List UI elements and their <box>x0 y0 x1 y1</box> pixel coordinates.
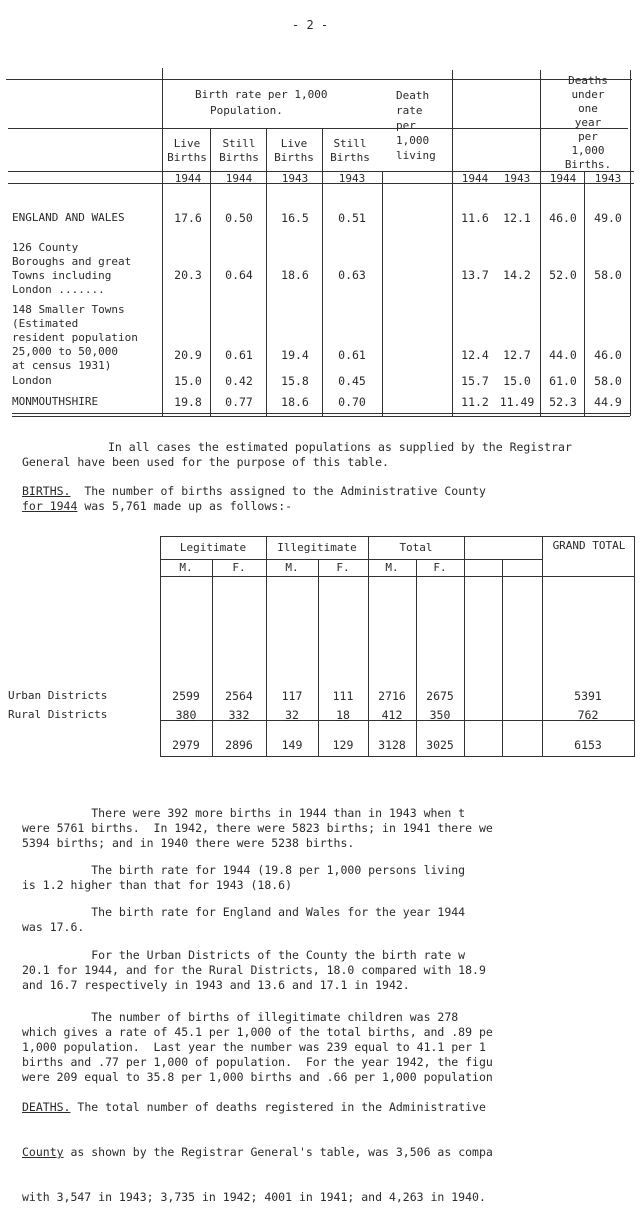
table-cell: 12.4 <box>461 348 489 362</box>
row-label-county-boroughs: 126 County Boroughs and great Towns including London ....... <box>12 241 132 296</box>
table-cell: 19.4 <box>281 348 309 362</box>
table-cell: 20.3 <box>174 268 202 282</box>
table-cell: 12.7 <box>503 348 531 362</box>
row-label-monmouthshire: MONMOUTHSHIRE <box>12 395 99 408</box>
paragraph-illegitimate: The number of births of illegitimate children was 278 which gives a rate of 45.1 per 1,000 of the total births, and .89 pe 1,000 population. Last year the number was 239 equal to 41.1 per 1 births and .77 per 1,000 of population. For the year 1942, the figu were 209 equal to 35.8 per 1,000 births and .66 per 1,000 population <box>22 1010 493 1084</box>
table-cell: 117 <box>281 689 303 703</box>
table-cell: 52.3 <box>549 395 577 409</box>
sub-still-births-1943: Still Births <box>330 137 370 164</box>
table-cell: 14.2 <box>503 268 531 282</box>
table-cell: 5391 <box>574 689 602 703</box>
header-death-rate: Death rate per 1,000 living <box>396 89 436 162</box>
table-note: In all cases the estimated populations as supplied by the Registrar General have been used for the purpose of this table. <box>22 440 572 469</box>
table-cell: 3025 <box>426 738 454 752</box>
col-m: M. <box>285 561 299 574</box>
table-cell: 0.42 <box>225 374 253 388</box>
group-total: Total <box>399 541 433 554</box>
table-cell: 2896 <box>225 738 253 752</box>
deaths-heading: DEATHS. <box>22 1100 71 1114</box>
col-m: M. <box>385 561 399 574</box>
paragraph-urban-rural: For the Urban Districts of the County the birth rate w 20.1 for 1944, and for the Rural Districts, 18.0 compared with 18.9 and 16.7 respectively in 1943 and 13.6 and 17.1 in 1942. <box>22 948 486 992</box>
table-cell: 111 <box>332 689 354 703</box>
header-population: Population. <box>210 104 283 117</box>
table-cell: 2716 <box>378 689 406 703</box>
col-m: M. <box>179 561 193 574</box>
row-label-england-wales: ENGLAND AND WALES <box>12 211 125 224</box>
table-cell: 350 <box>429 708 451 722</box>
table-cell: 0.61 <box>225 348 253 362</box>
table-cell: 13.7 <box>461 268 489 282</box>
table-cell: 44.0 <box>549 348 577 362</box>
table-cell: 18.6 <box>281 395 309 409</box>
table-cell: 20.9 <box>174 348 202 362</box>
table-cell: 0.51 <box>338 211 366 225</box>
table-cell: 3128 <box>378 738 406 752</box>
row-label-london: London <box>12 374 52 387</box>
row-label-rural: Rural Districts <box>8 708 108 721</box>
paragraph-births-comparison: There were 392 more births in 1944 than in 1943 when t were 5761 births. In 1942, there were 5823 births; in 1941 there we 5394 births; and in 1940 there were 5238 births. <box>22 806 493 850</box>
header-birth-rate: Birth rate per 1,000 <box>195 88 328 101</box>
table-cell: 2564 <box>225 689 253 703</box>
table-cell: 149 <box>281 738 303 752</box>
table-cell: 0.50 <box>225 211 253 225</box>
table-cell: 6153 <box>574 738 602 752</box>
births-intro <box>22 484 486 514</box>
header-deaths-under-one: Deaths under one year per 1,000 Births. <box>564 74 612 171</box>
table-cell: 46.0 <box>594 348 622 362</box>
group-legitimate: Legitimate <box>179 541 247 554</box>
table-cell: 2979 <box>172 738 200 752</box>
table-cell: 11.6 <box>461 211 489 225</box>
row-label-smaller-towns: 148 Smaller Towns (Estimated resident population 25,000 to 50,000 at census 1931) <box>12 303 138 372</box>
table-cell: 11.49 <box>499 395 535 409</box>
paragraph-deaths: DEATHS. The total number of deaths registered in the Administrative County as shown by the Registrar General's table, was 3,506 as compa with 3,547 in 1943; 3,735 in 1942; 4001 in 1941; and 4,263 in 1940. <box>22 1100 493 1204</box>
table-cell: 0.63 <box>338 268 366 282</box>
table-cell: 44.9 <box>594 395 622 409</box>
page-number: - 2 - <box>292 18 329 32</box>
sub-live-births: Live Births <box>167 137 207 164</box>
table-cell: 412 <box>381 708 403 722</box>
row-label-urban: Urban Districts <box>8 689 108 702</box>
table-cell: 129 <box>332 738 354 752</box>
table-cell: 58.0 <box>594 268 622 282</box>
table-cell: 15.0 <box>503 374 531 388</box>
table-cell: 58.0 <box>594 374 622 388</box>
year-header: 1943 <box>281 172 309 185</box>
year-header: 1944 <box>225 172 253 185</box>
paragraph-england-wales: The birth rate for England and Wales for the year 1944 was 17.6. <box>22 905 466 934</box>
year-header: 1943 <box>503 172 531 185</box>
table-cell: 15.7 <box>461 374 489 388</box>
table-cell: 17.6 <box>174 211 202 225</box>
table-cell: 18.6 <box>281 268 309 282</box>
year-header: 1943 <box>338 172 366 185</box>
sub-live-births-1943: Live Births <box>274 137 314 164</box>
table-cell: 762 <box>577 708 599 722</box>
table-cell: 15.8 <box>281 374 309 388</box>
group-illegitimate: Illegitimate <box>277 541 357 554</box>
table-cell: 380 <box>175 708 197 722</box>
table-cell: 52.0 <box>549 268 577 282</box>
table-cell: 2675 <box>426 689 454 703</box>
births-year: for 1944 <box>22 499 78 513</box>
group-grand-total: GRAND TOTAL <box>552 539 626 552</box>
year-header: 1944 <box>461 172 489 185</box>
subheader-rule-partial <box>8 128 628 129</box>
table-cell: 2599 <box>172 689 200 703</box>
table-cell: 49.0 <box>594 211 622 225</box>
table-cell: 32 <box>285 708 299 722</box>
paragraph-birth-rate: The birth rate for 1944 (19.8 per 1,000 persons living is 1.2 higher than that for 1943 (18.6) <box>22 863 466 892</box>
col-f: F. <box>232 561 246 574</box>
table-cell: 0.70 <box>338 395 366 409</box>
births-intro-line2: was 5,761 made up as follows:- <box>84 499 293 513</box>
col-f: F. <box>336 561 350 574</box>
table-cell: 18 <box>336 708 350 722</box>
table-cell: 0.61 <box>338 348 366 362</box>
births-heading: BIRTHS. <box>22 484 71 498</box>
col-f: F. <box>433 561 447 574</box>
year-header: 1943 <box>594 172 622 185</box>
table-cell: 332 <box>228 708 250 722</box>
table-cell: 12.1 <box>503 211 531 225</box>
sub-still-births: Still Births <box>219 137 259 164</box>
table-cell: 11.2 <box>461 395 489 409</box>
year-header: 1944 <box>174 172 202 185</box>
table-cell: 0.64 <box>225 268 253 282</box>
deaths-county: County <box>22 1145 64 1159</box>
table-cell: 0.45 <box>338 374 366 388</box>
table-cell: 19.8 <box>174 395 202 409</box>
table-cell: 0.77 <box>225 395 253 409</box>
births-intro-line1: The number of births assigned to the Administrative County <box>84 484 486 498</box>
table-cell: 61.0 <box>549 374 577 388</box>
year-header: 1944 <box>549 172 577 185</box>
table-cell: 16.5 <box>281 211 309 225</box>
table-cell: 15.0 <box>174 374 202 388</box>
table-cell: 46.0 <box>549 211 577 225</box>
